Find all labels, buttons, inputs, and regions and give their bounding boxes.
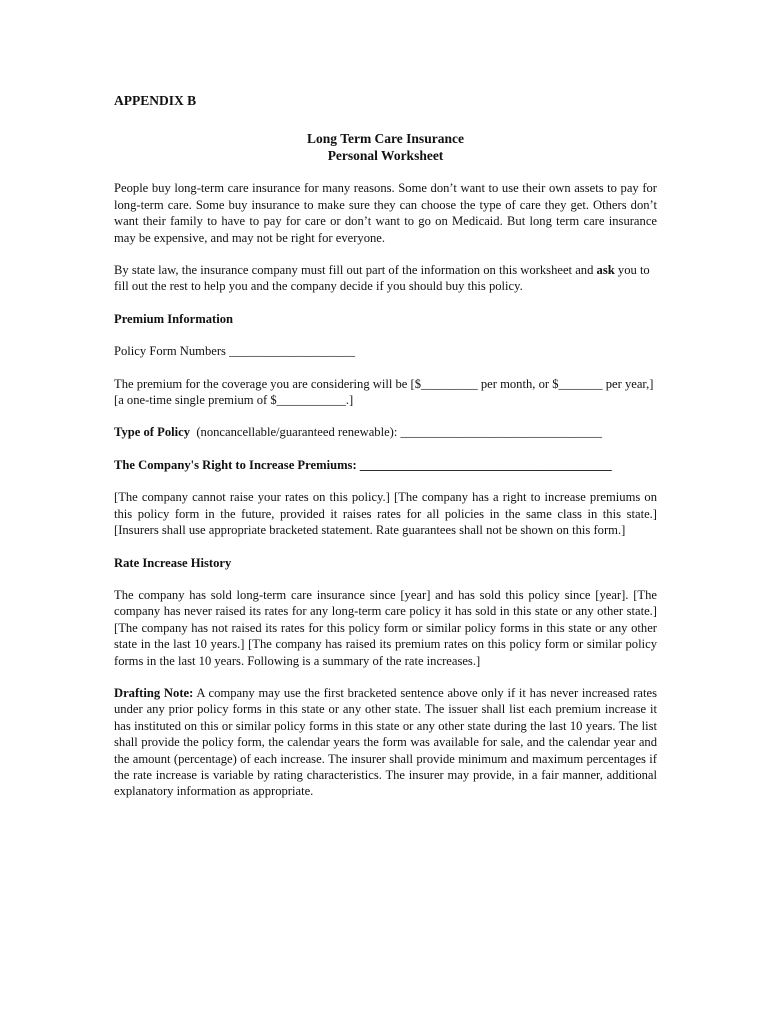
- rate-history-paragraph: The company has sold long-term care insurance since [year] and has sold this policy since [year]. [The company has never raised its rates for any long-term care policy it has sold in this state or any other state.] [The company has not raised its rates for this policy form or similar policy forms in this state or any other state in the last 10 years.] [The company has raised its premium rates on this policy form or similar policy forms in the last 10 years. Following is a summary of the rate increases.]: [114, 587, 657, 668]
- type-of-policy-label: Type of Policy: [114, 425, 191, 440]
- policy-form-numbers-field: Policy Form Numbers ____________________: [114, 344, 356, 359]
- worksheet-content: [114, 93, 657, 816]
- drafting-note-paragraph: [114, 685, 657, 800]
- right-to-increase-blank: ________________________________________: [356, 457, 612, 472]
- bracketed-rate-paragraph: [The company cannot raise your rates on this policy.] [The company has a right to increase premiums on this policy form in the future, provided it raises rates for all policies in the same class in this state.] [Insurers shall use appropriate bracketed statement. Rate guarantees shall not be shown on this form.]: [114, 490, 657, 538]
- state-law-text-before: By state law, the insurance company must fill out part of the information on this worksheet and: [114, 263, 597, 278]
- drafting-note-label: Drafting Note:: [114, 685, 194, 700]
- appendix-label: APPENDIX B: [114, 93, 197, 108]
- intro-paragraph: People buy long-term care insurance for many reasons. Some don’t want to use their own assets to pay for long-term care. Some buy insurance to make sure they can choose the type of care they get. Others don’t want their family to have to pay for care or don’t want to go on Medicaid. But long term care insurance may be expensive, and may not be right for everyone.: [114, 181, 657, 245]
- state-law-ask: ask: [596, 263, 615, 278]
- right-to-increase-field: [114, 457, 657, 473]
- type-of-policy-rest: (noncancellable/guaranteed renewable): ________________________________: [190, 425, 603, 440]
- state-law-text-after: you to fill out the rest to help you and the company decide if you should buy this policy.: [114, 263, 650, 294]
- drafting-note-text: A company may use the first bracketed sentence above only if it has never increased rates under any prior policy forms in this state or any other state. The issuer shall list each premium increase it has instituted on this or similar policy forms in this state or any other state during the last 10 years. The list shall provide the policy form, the calendar years the form was available for sale, and the calendar year and the amount (percentage) of each increase. The insurer shall provide minimum and maximum percentages if the rate increase is variable by rating characteristics. The insurer may provide, in a fair manner, additional explanatory information as appropriate.: [114, 685, 658, 799]
- state-law-paragraph: [114, 262, 657, 295]
- title-line-1: Long Term Care Insurance: [307, 131, 464, 147]
- title-line-2: Personal Worksheet: [327, 148, 444, 164]
- premium-information-heading: Premium Information: [114, 311, 234, 326]
- right-to-increase-label: The Company's Right to Increase Premiums:: [114, 457, 357, 472]
- premium-paragraph: The premium for the coverage you are considering will be [$_________ per month, or $_______ per year,] [a one-time single premium of $___________.]: [114, 376, 654, 408]
- type-of-policy-field: [114, 424, 657, 440]
- worksheet-title: [114, 130, 657, 164]
- rate-increase-history-heading: Rate Increase History: [114, 555, 232, 570]
